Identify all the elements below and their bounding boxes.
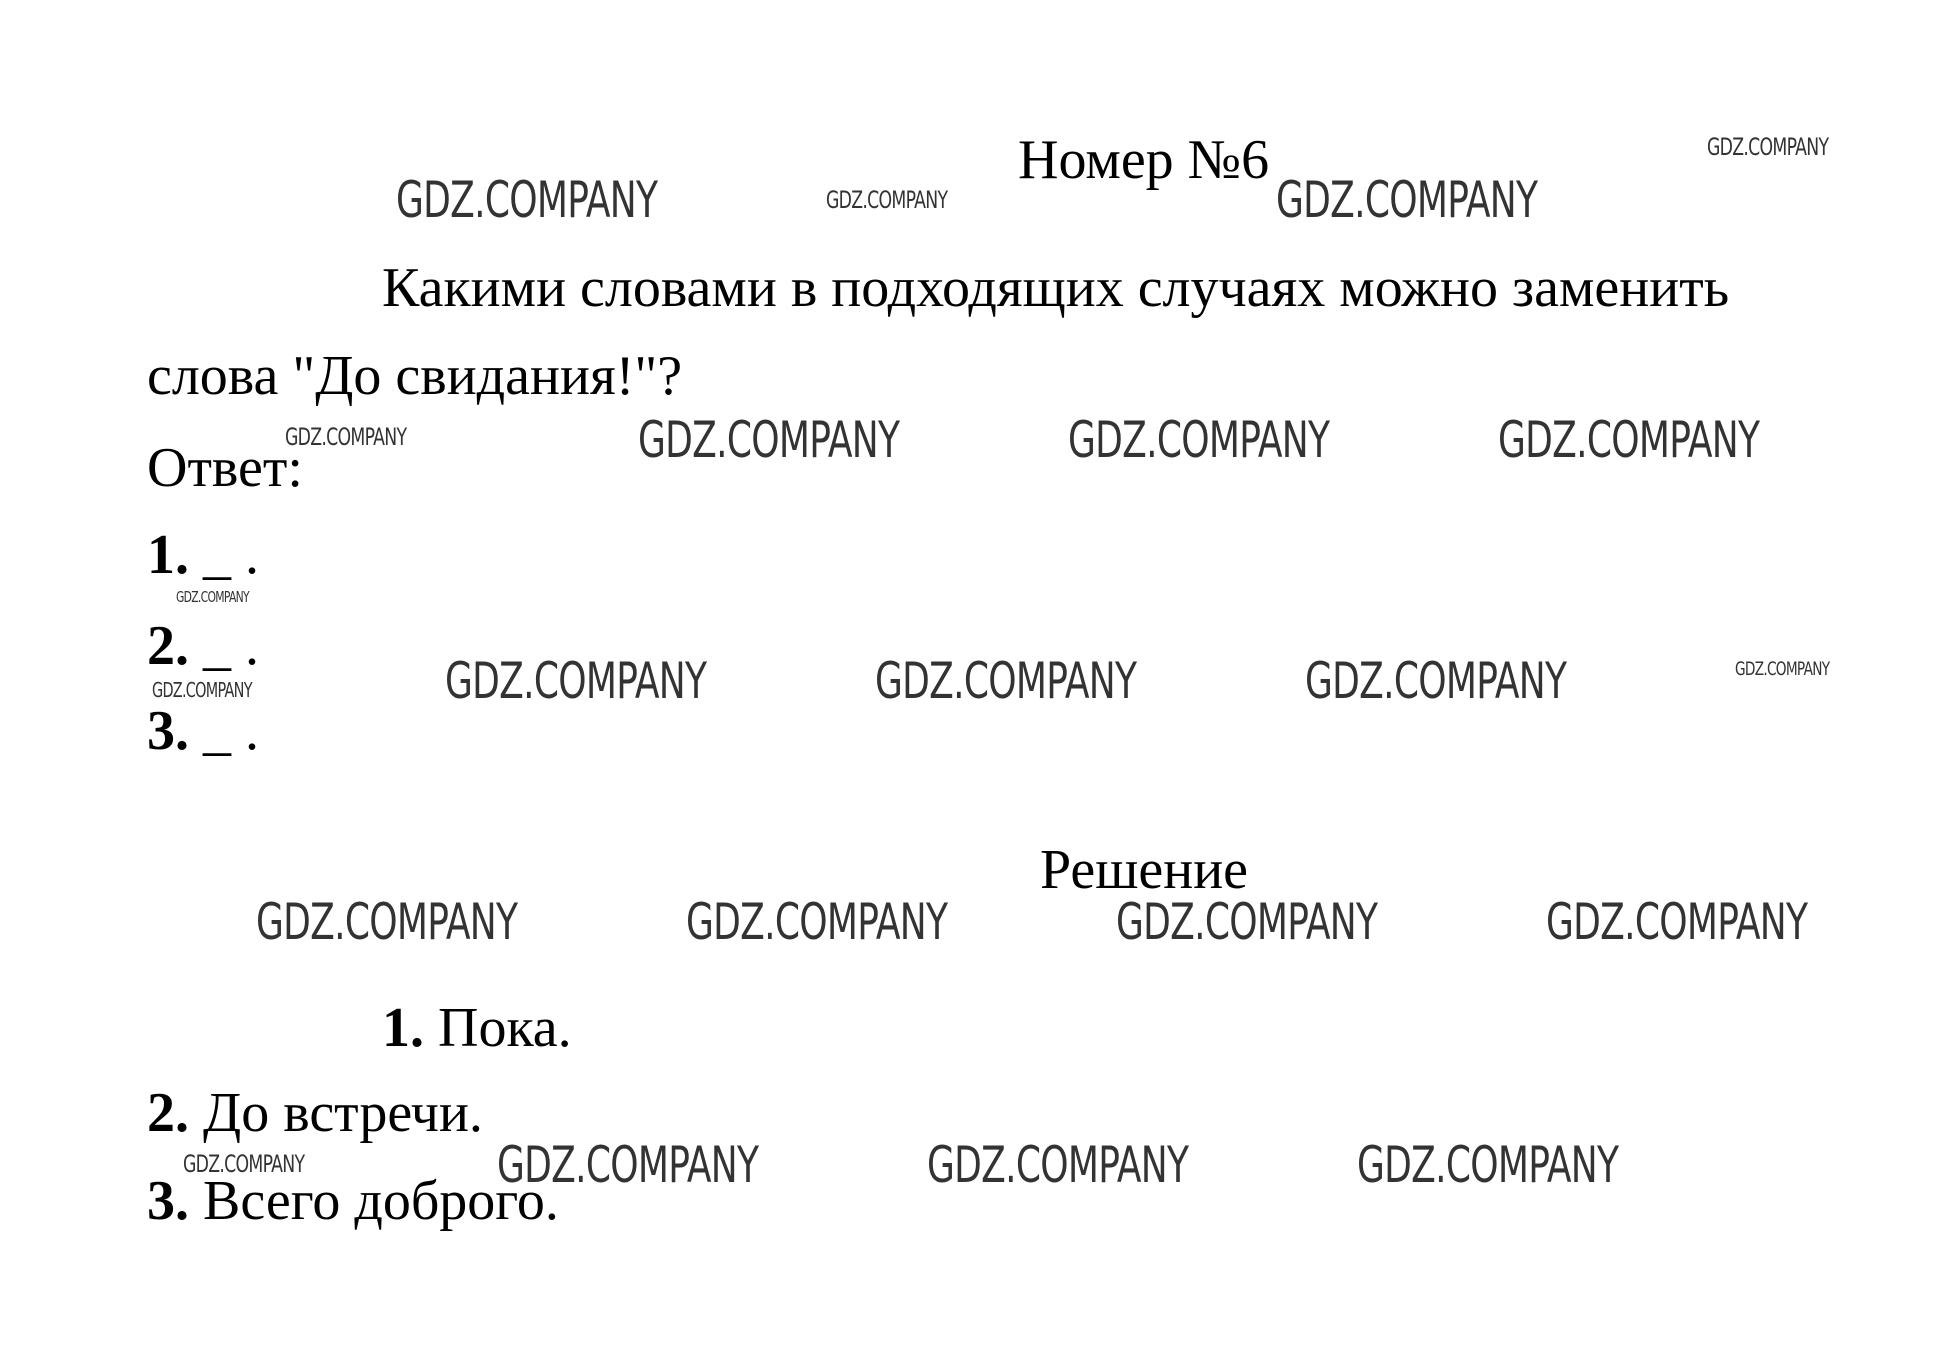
solution-item-number: 3.	[147, 1170, 189, 1232]
answer-label: Ответ:	[147, 437, 303, 499]
answer-item-number: 1.	[147, 524, 189, 586]
watermark: GDZ.COMPANY	[927, 1136, 1189, 1194]
answer-item-number: 2.	[147, 615, 189, 677]
watermark: GDZ.COMPANY	[875, 652, 1137, 710]
answer-item-2	[147, 615, 259, 677]
watermark: GDZ.COMPANY	[1068, 411, 1330, 469]
watermark: GDZ.COMPANY	[1116, 893, 1378, 951]
watermark: GDZ.COMPANY	[826, 186, 948, 214]
watermark: GDZ.COMPANY	[1707, 133, 1829, 161]
solution-item-2	[147, 1082, 483, 1144]
watermark: GDZ.COMPANY	[1546, 893, 1808, 951]
watermark: GDZ.COMPANY	[152, 678, 252, 702]
watermark: GDZ.COMPANY	[285, 423, 407, 451]
answer-item-1	[147, 524, 259, 586]
solution-item-text: Пока.	[424, 997, 572, 1059]
watermark: GDZ.COMPANY	[1735, 658, 1830, 680]
watermark: GDZ.COMPANY	[497, 1136, 759, 1194]
answer-item-number: 3.	[147, 700, 189, 762]
answer-item-3	[147, 700, 259, 762]
solution-item-number: 2.	[147, 1082, 189, 1144]
watermark: GDZ.COMPANY	[686, 893, 948, 951]
answer-item-blank: _ .	[189, 524, 259, 586]
task-text-line-1: Какими словами в подходящих случаях можно заменить	[382, 257, 1730, 319]
solution-item-number: 1.	[382, 997, 424, 1059]
watermark: GDZ.COMPANY	[396, 171, 658, 229]
watermark: GDZ.COMPANY	[445, 652, 707, 710]
task-text-line-2: слова "До свидания!"?	[147, 345, 683, 407]
watermark: GDZ.COMPANY	[1305, 652, 1567, 710]
page-title: Номер №6	[1018, 129, 1270, 191]
watermark: GDZ.COMPANY	[1276, 171, 1538, 229]
watermark: GDZ.COMPANY	[1357, 1136, 1619, 1194]
watermark: GDZ.COMPANY	[1498, 411, 1760, 469]
watermark: GDZ.COMPANY	[638, 411, 900, 469]
answer-item-blank: _ .	[189, 615, 259, 677]
answer-item-blank: _ .	[189, 700, 259, 762]
solution-item-1	[382, 997, 572, 1059]
solution-title: Решение	[1040, 839, 1249, 901]
solution-item-text: До встречи.	[189, 1082, 483, 1144]
watermark: GDZ.COMPANY	[176, 588, 249, 606]
watermark: GDZ.COMPANY	[256, 893, 518, 951]
watermark: GDZ.COMPANY	[183, 1150, 305, 1178]
solution-item-text: Всего доброго.	[189, 1170, 559, 1232]
